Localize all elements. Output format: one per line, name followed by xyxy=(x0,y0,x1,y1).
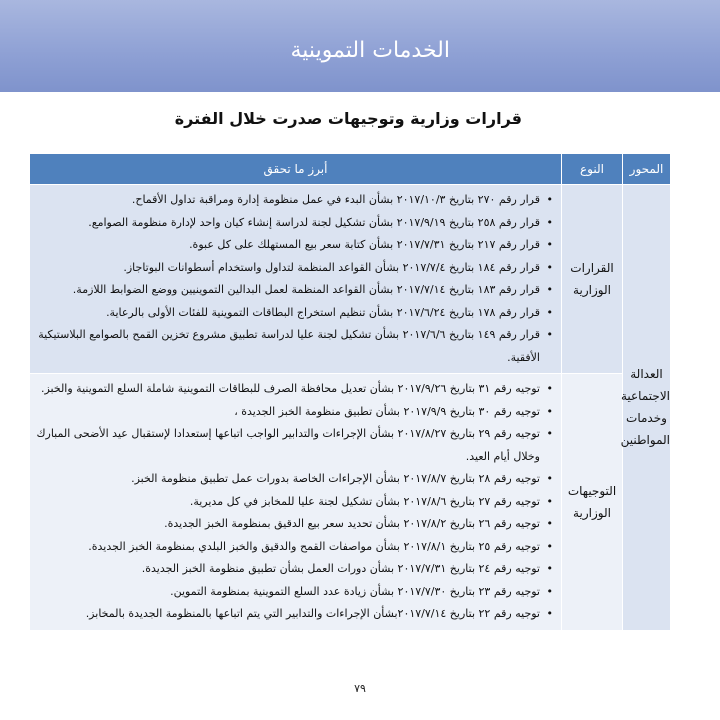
axis-cell: العدالة الاجتماعية وخدمات المواطنين xyxy=(623,185,671,631)
banner-title: الخدمات التموينية xyxy=(290,38,450,63)
list-item: • توجيه رقم ٣١ بتاريخ ٢٠١٧/٩/٢٦ بشأن تعديل محافظة الصرف للبطاقات التموينية شاملة السلع التموينية والخبز. xyxy=(36,378,553,401)
header-banner xyxy=(0,0,720,92)
list-item: • توجيه رقم ٢٣ بتاريخ ٢٠١٧/٧/٣٠ بشأن زيادة عدد السلع التموينية بمنظومة التموين. xyxy=(36,581,553,604)
section-title: قرارات وزارية وتوجيهات صدرت خلال الفترة xyxy=(174,109,522,128)
decisions-list xyxy=(30,185,561,373)
achievements-cell xyxy=(30,185,562,374)
decisions-table xyxy=(29,153,671,631)
type-cell: التوجيهات الوزارية xyxy=(562,374,623,631)
table-row xyxy=(30,185,671,374)
list-item: • توجيه رقم ٢٥ بتاريخ ٢٠١٧/٨/١ بشأن مواصفات القمح والدقيق والخبز البلدي بمنظومة الخبز الجديدة. xyxy=(36,536,553,559)
list-item: • توجيه رقم ٢٩ بتاريخ ٢٠١٧/٨/٢٧ بشأن الإجراءات والتدابير الواجب اتباعها إستعدادا لإستقبال عيد الأضحى المبارك وخلال أيام العيد. xyxy=(36,423,553,468)
list-item: • توجيه رقم ٢٦ بتاريخ ٢٠١٧/٨/٢ بشأن تحديد سعر بيع الدقيق بمنظومة الخبز الجديدة. xyxy=(36,513,553,536)
table-row xyxy=(30,374,671,631)
list-item: • توجيه رقم ٢٤ بتاريخ ٢٠١٧/٧/٣١ بشأن دورات العمل بشأن تطبيق منظومة الخبز الجديدة. xyxy=(36,558,553,581)
type-cell: القرارات الوزارية xyxy=(562,185,623,374)
list-item: • قرار رقم ١٤٩ بتاريخ ٢٠١٧/٦/٦ بشأن تشكيل لجنة عليا لدراسة تطبيق مشروع تخزين القمح بالصوامع البلاستيكية الأفقية. xyxy=(36,324,553,369)
list-item: • قرار رقم ٢١٧ بتاريخ ٢٠١٧/٧/٣١ بشأن كتابة سعر بيع المستهلك على كل عبوة. xyxy=(36,234,553,257)
table-header-row xyxy=(30,154,671,185)
list-item: • توجيه رقم ٢٧ بتاريخ ٢٠١٧/٨/٦ بشأن تشكيل لجنة عليا للمخابز في كل مديرية. xyxy=(36,491,553,514)
header-axis: المحور xyxy=(623,154,671,185)
header-type: النوع xyxy=(562,154,623,185)
list-item: • قرار رقم ٢٥٨ بتاريخ ٢٠١٧/٩/١٩ بشأن تشكيل لجنة لدراسة إنشاء كيان واحد لإدارة منظومة الصوامع. xyxy=(36,212,553,235)
page-number: ٧٩ xyxy=(354,682,366,695)
list-item: • توجيه رقم ٢٨ بتاريخ ٢٠١٧/٨/٧ بشأن الإجراءات الخاصة بدورات عمل تطبيق منظومة الخبز. xyxy=(36,468,553,491)
list-item: • قرار رقم ٢٧٠ بتاريخ ٢٠١٧/١٠/٣ بشأن البدء في عمل منظومة إدارة ومراقبة تداول الأقماح. xyxy=(36,189,553,212)
list-item: • قرار رقم ١٨٣ بتاريخ ٢٠١٧/٧/١٤ بشأن القواعد المنظمة لعمل البدالين التموينيين ووضع الضوابط اللازمة. xyxy=(36,279,553,302)
directives-list xyxy=(30,374,561,630)
list-item: • قرار رقم ١٧٨ بتاريخ ٢٠١٧/٦/٢٤ بشأن تنظيم استخراج البطاقات التموينية للفئات الأولى بالرعاية. xyxy=(36,302,553,325)
header-achievements: أبرز ما تحقق xyxy=(30,154,562,185)
list-item: • قرار رقم ١٨٤ بتاريخ ٢٠١٧/٧/٤ بشأن القواعد المنظمة لتداول واستخدام أسطوانات البوتاجاز. xyxy=(36,257,553,280)
list-item: • توجيه رقم ٣٠ بتاريخ ٢٠١٧/٩/٩ بشأن تطبيق منظومة الخبز الجديدة ، xyxy=(36,401,553,424)
achievements-cell xyxy=(30,374,562,631)
list-item: • توجيه رقم ٢٢ بتاريخ ٢٠١٧/٧/١٤بشأن الإجراءات والتدابير التي يتم اتباعها بالمنظومة الجديدة بالمخابز. xyxy=(36,603,553,626)
